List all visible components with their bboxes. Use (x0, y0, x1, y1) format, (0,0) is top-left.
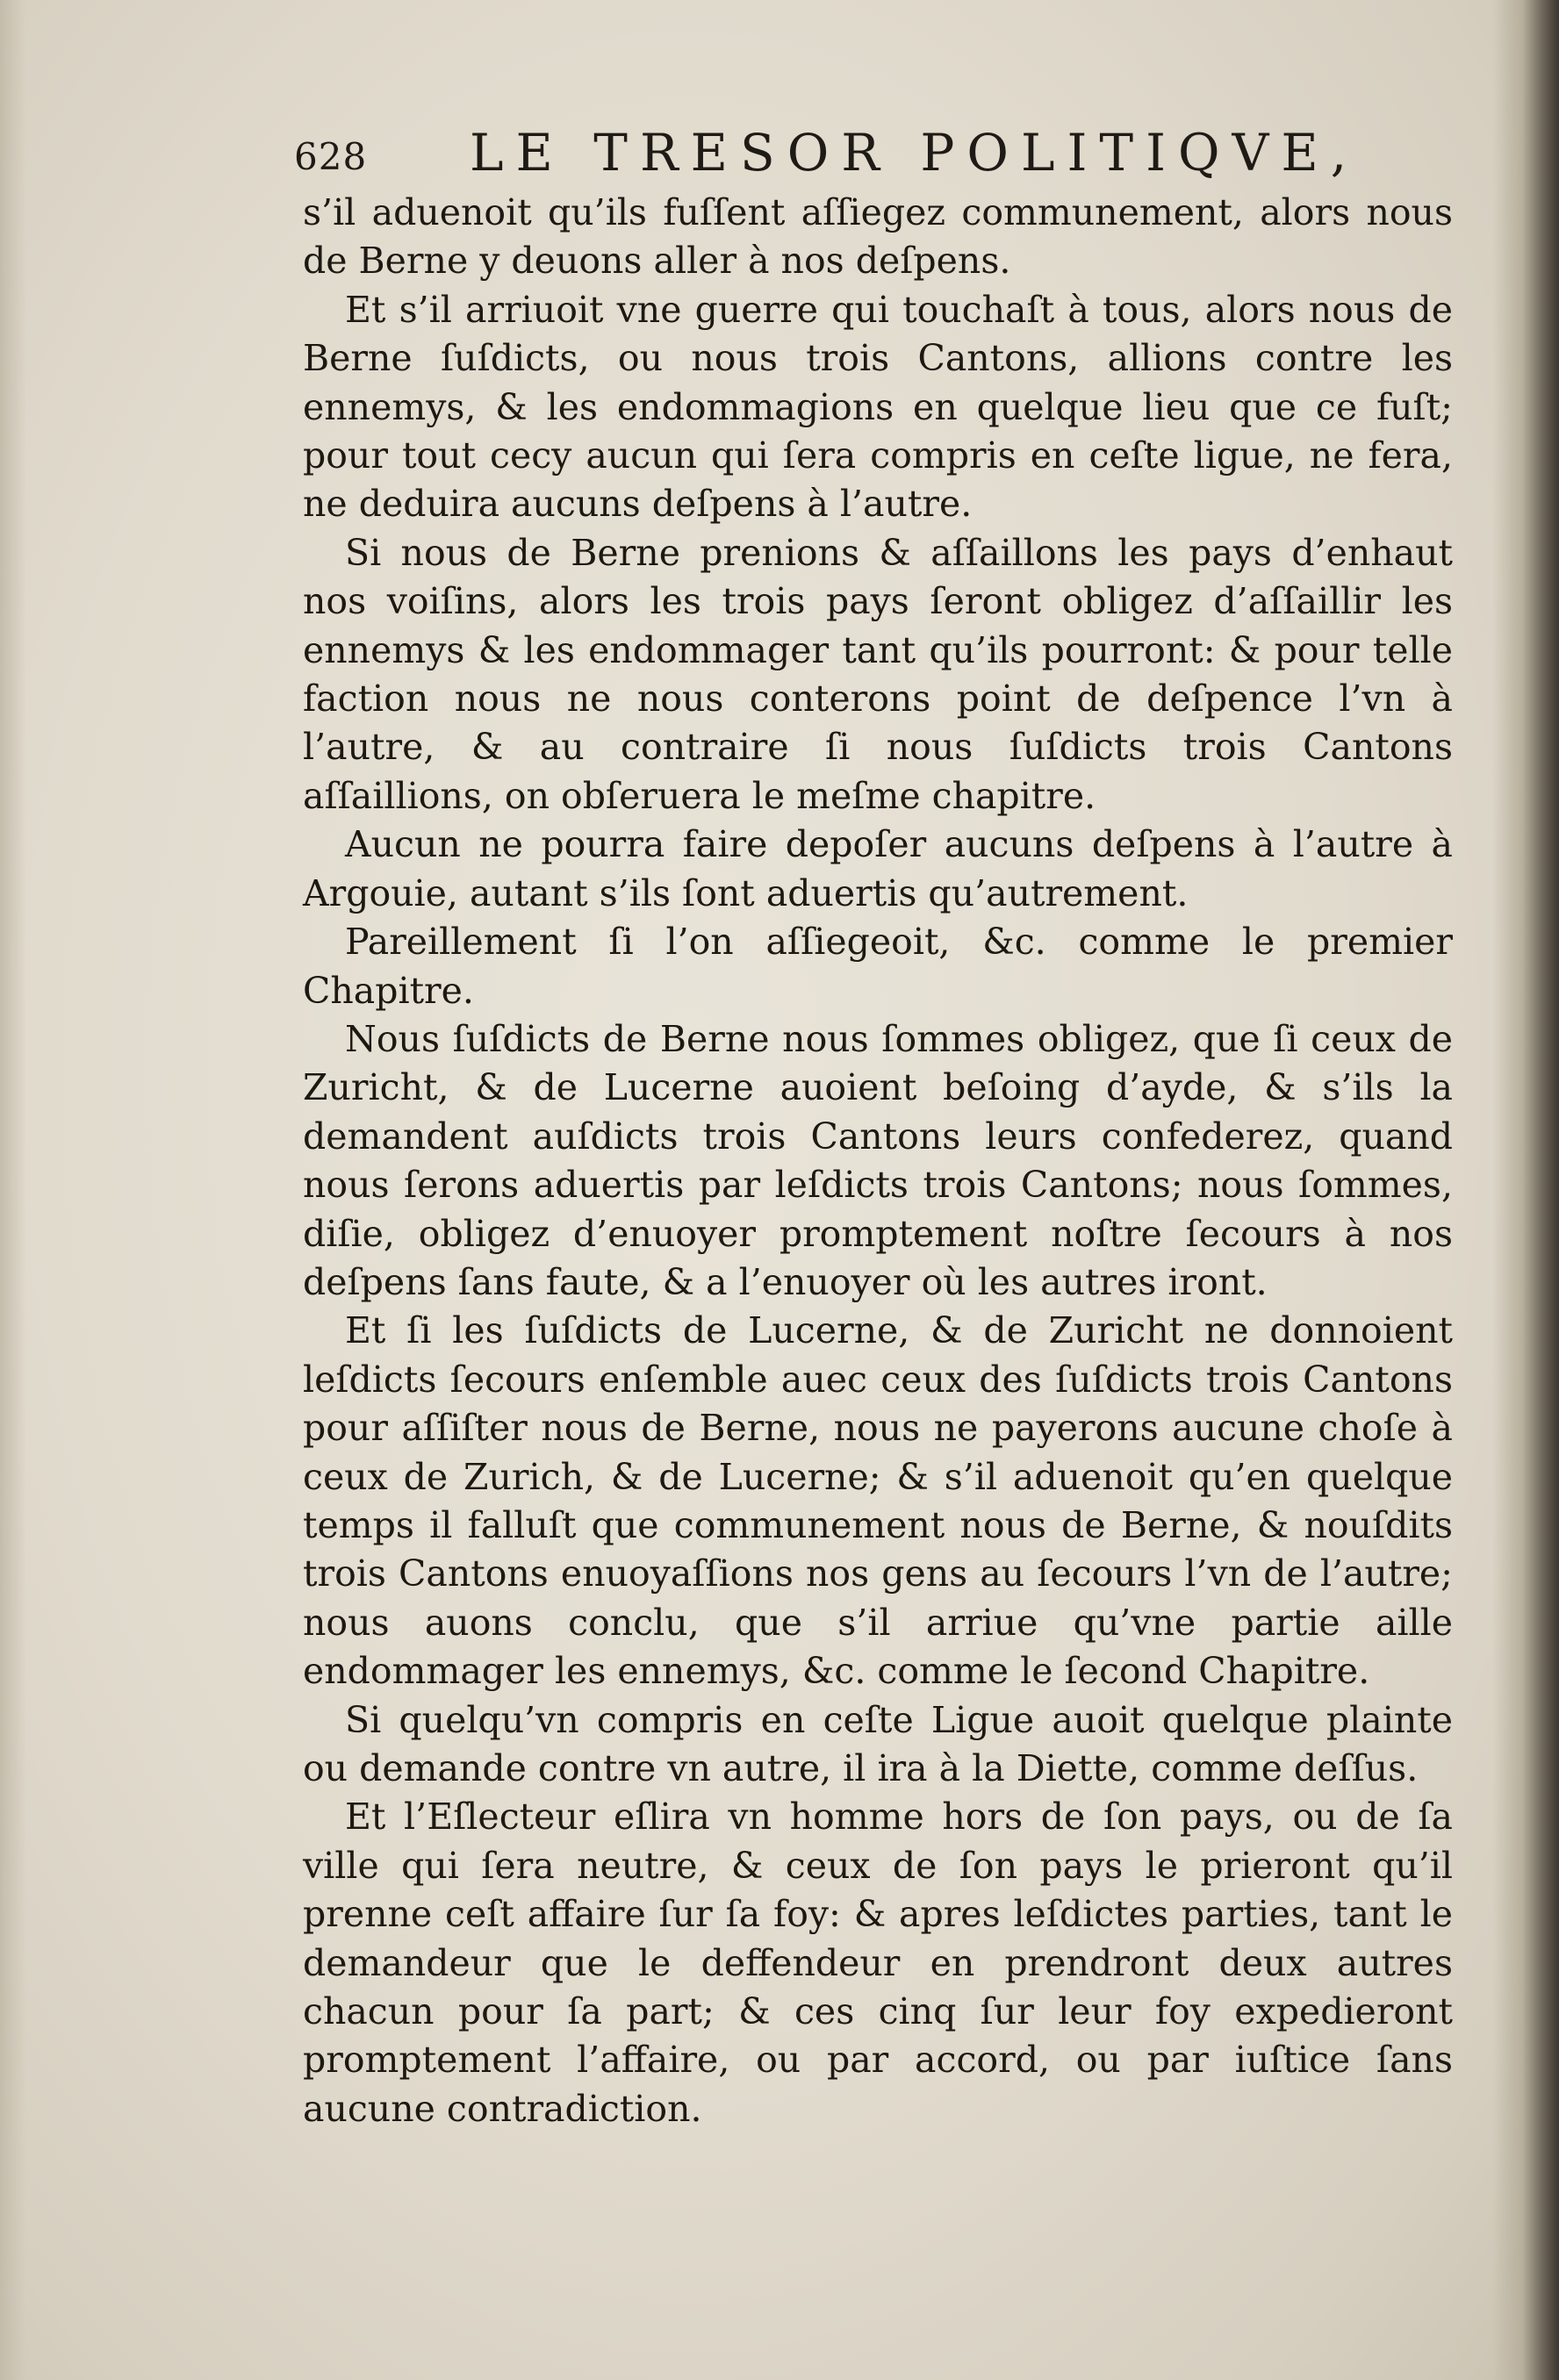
paragraph-5: Pareillement ſi l’on aſſiegeoit, &c. comme le premier Chapitre. (303, 921, 1453, 1012)
page-header (294, 123, 1391, 184)
running-title: LE TRESOR POLITIQVE, (470, 123, 1360, 183)
paragraph-8: Si quelqu’vn compris en ceſte Ligue auoit quelque plainte ou demande contre vn autre, il ira à la Diette, comme deſſus. (303, 1698, 1453, 1789)
paragraph-6: Nous ſuſdicts de Berne nous ſommes obligez, que ſi ceux de Zuricht, & de Lucerne auoient beſoing d’ayde, & s’ils la demandent auſdicts trois Cantons leurs confederez, quand nous ſerons aduertis par leſdicts trois Cantons; nous ſommes, diſie, obligez d’enuoyer promptement noſtre ſecours à nos deſpens ſans faute, & a l’enuoyer où les autres iront. (303, 1017, 1453, 1303)
paragraph-4: Aucun ne pourra faire depoſer aucuns deſpens à l’autre à Argouie, autant s’ils ſont aduertis qu’autrement. (303, 823, 1453, 914)
paragraph-3: Si nous de Berne prenions & aſſaillons les pays d’enhaut nos voiſins, alors les trois pays ſeront obligez d’aſſaillir les ennemys & les endommager tant qu’ils pourront: & pour telle faction nous ne nous conterons point de deſpence l’vn à l’autre, & au contraire ſi nous ſuſdicts trois Cantons aſſaillions, on obſeruera le meſme chapitre. (303, 531, 1453, 817)
paragraph-9: Et l’Eſlecteur eſlira vn homme hors de ſon pays, ou de ſa ville qui ſera neutre, & ceux de ſon pays le prieront qu’il prenne ceſt affaire ſur ſa foy: & apres leſdictes parties, tant le demandeur que le deffendeur en prendront deux autres chacun pour ſa part; & ces cinq ſur leur foy expedieront promptement l’affaire, ou par accord, ou par iuſtice ſans aucune contradiction. (303, 1796, 1453, 2130)
facing-page-edge (1492, 0, 1559, 2380)
paragraph-7: Et ſi les ſuſdicts de Lucerne, & de Zuricht ne donnoient leſdicts ſecours enſemble auec ceux des ſuſdicts trois Cantons pour aſſiſter nous de Berne, nous ne payerons aucune choſe à ceux de Zurich, & de Lucerne; & s’il aduenoit qu’en quelque temps il falluſt que communement nous de Berne, & nouſdits trois Cantons enuoyaſſions nos gens au ſecours l’vn de l’autre; nous auons conclu, que s’il arriue qu’vne partie aille endommager les ennemys, &c. comme le ſecond Chapitre. (303, 1309, 1453, 1693)
gutter-shadow (0, 0, 26, 2380)
paragraph-1: s’il aduenoit qu’ils fuſſent aſſiegez communement, alors nous de Berne y deuons aller à nos deſpens. (303, 191, 1453, 283)
body-text (303, 189, 1453, 2133)
paragraph-2: Et s’il arriuoit vne guerre qui touchaſt à tous, alors nous de Berne ſuſdicts, ou nous trois Cantons, allions contre les ennemys, & les endommagions en quelque lieu que ce fuſt; pour tout cecy aucun qui ſera compris en ceſte ligue, ne fera, ne deduira aucuns deſpens à l’autre. (303, 288, 1453, 526)
page-number: 628 (294, 135, 368, 178)
